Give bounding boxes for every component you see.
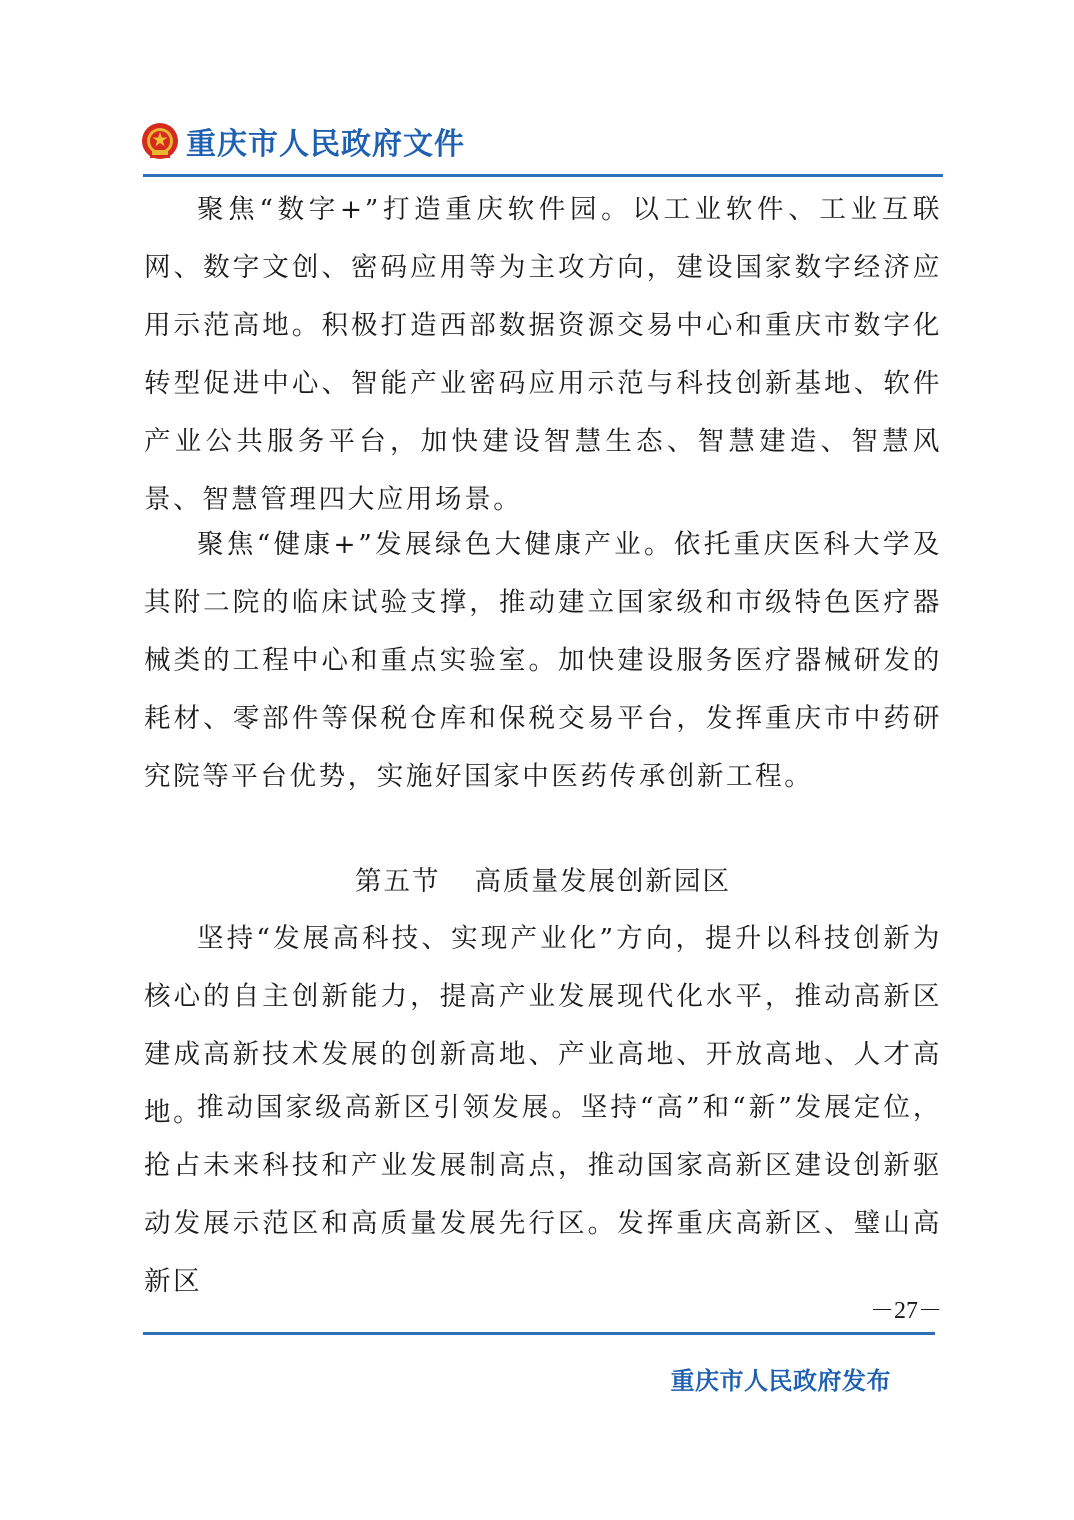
body-paragraph: 聚焦“健康+”发展绿色大健康产业。依托重庆医科大学及其附二院的临床试验支撑，推动建立国家级和市级特色医疗器械类的工程中心和重点实验室。加快建设服务医疗器械研发的耗材、零部件等保税仓库和保税交易平台，发挥重庆市中药研究院等平台优势，实施好国家中医药传承创新工程。 bbox=[144, 529, 942, 792]
document-header bbox=[140, 118, 940, 164]
page-number: －27－ bbox=[870, 1298, 942, 1324]
header-title: 重庆市人民政府文件 bbox=[186, 127, 465, 162]
footer-divider bbox=[143, 1332, 935, 1335]
section-number: 第五节 bbox=[355, 866, 441, 897]
section-title: 高质量发展创新园区 bbox=[474, 866, 731, 897]
body-paragraph: 聚焦“数字+”打造重庆软件园。以工业软件、工业互联网、数字文创、密码应用等为主攻方向，建设国家数字经济应用示范高地。积极打造西部数据资源交易中心和重庆市数字化转型促进中心、智能产业密码应用示范与科技创新基地、软件产业公共服务平台，加快建设智慧生态、智慧建造、智慧风景、智慧管理四大应用场景。 bbox=[144, 194, 942, 515]
body-paragraph: 坚持“发展高科技、实现产业化”方向，提升以科技创新为核心的自主创新能力，提高产业发展现代化水平，推动高新区建成高新技术发展的创新高地、产业高地、开放高地、人才高地。 bbox=[144, 923, 942, 1128]
section-heading bbox=[144, 857, 942, 907]
national-emblem-icon bbox=[140, 121, 180, 161]
footer-publisher: 重庆市人民政府发布 bbox=[670, 1367, 891, 1395]
body-paragraph: 推动国家级高新区引领发展。坚持“高”和“新”发展定位，抢占未来科技和产业发展制高点，推动国家高新区建设创新驱动发展示范区和高质量发展先行区。发挥重庆高新区、璧山高新区 bbox=[144, 1092, 942, 1297]
header-divider bbox=[143, 174, 943, 177]
